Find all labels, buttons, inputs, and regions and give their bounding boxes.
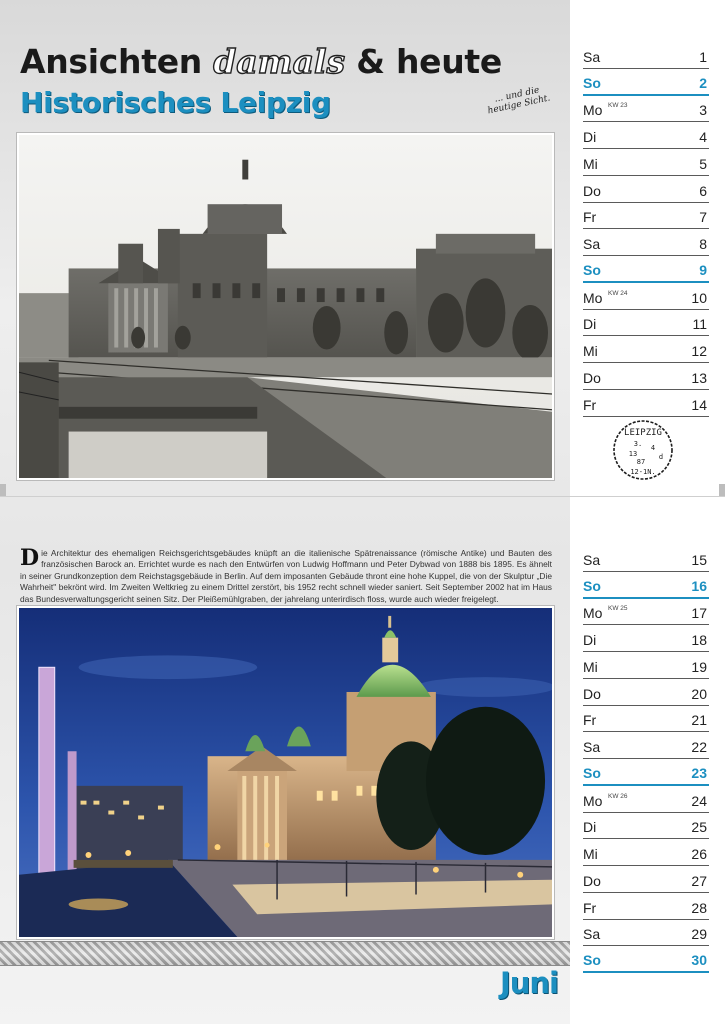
page-subtitle: Historisches Leipzig (20, 86, 331, 119)
day-number: 22 (691, 739, 707, 755)
ornamental-border (0, 941, 570, 966)
day-number: 9 (699, 261, 707, 278)
postmark-stamp (611, 418, 675, 482)
day-number: 14 (691, 396, 707, 413)
weekday-label: Mi (583, 846, 598, 862)
day-number: 13 (691, 369, 707, 386)
calendar-day-row (583, 176, 709, 203)
modern-photo-image (19, 608, 552, 937)
description-dropcap: D (20, 545, 40, 571)
postmark-line2: 4 (650, 444, 656, 452)
day-number: 25 (691, 819, 707, 836)
weekday-label: Mi (583, 155, 598, 172)
day-number: 6 (699, 182, 707, 199)
day-number: 8 (699, 236, 707, 252)
calendar-day-row (583, 679, 709, 706)
postmark-line6: 12-1N. (630, 468, 656, 476)
postmark-line5: 87 (636, 458, 646, 466)
day-number: 23 (691, 764, 707, 781)
day-number: 4 (699, 129, 707, 145)
week-number: KW 23 (608, 102, 628, 110)
day-number: 29 (691, 926, 707, 943)
day-number: 11 (692, 316, 707, 333)
day-number: 16 (691, 577, 707, 594)
day-number: 19 (691, 658, 707, 675)
weekday-label: So (583, 577, 601, 594)
calendar-day-row (583, 572, 709, 599)
calendar-day-row (583, 920, 709, 947)
calendar-day-row (583, 42, 709, 69)
calendar-list-top (583, 42, 709, 417)
calendar-day-row (583, 69, 709, 96)
postmark-line1: 3. (633, 440, 643, 448)
calendar-day-row (583, 256, 709, 283)
day-number: 2 (699, 74, 707, 91)
weekday-label: Mo (583, 605, 603, 622)
calendar-day-row (583, 599, 709, 626)
weekday-label: Sa (583, 551, 601, 568)
weekday-label: Do (583, 369, 601, 386)
calendar-day-row (583, 283, 709, 310)
week-number: KW 25 (608, 605, 628, 613)
weekday-label: Fr (583, 396, 597, 413)
postmark-line4: d (658, 453, 664, 461)
weekday-label: Do (583, 685, 601, 702)
weekday-label: Mi (583, 658, 598, 675)
title-part-2: damals (213, 42, 346, 81)
calendar-day-row (583, 149, 709, 176)
weekday-label: Do (583, 182, 601, 199)
description-text (20, 545, 552, 606)
weekday-label: Di (583, 819, 597, 836)
day-number: 20 (691, 685, 707, 702)
title-part-3: & heute (356, 42, 502, 81)
calendar-day-row (583, 732, 709, 759)
day-number: 17 (691, 605, 707, 622)
weekday-label: Fr (583, 209, 597, 226)
weekday-label: Mo (583, 792, 603, 809)
calendar-day-row (583, 946, 709, 973)
day-number: 30 (691, 952, 707, 968)
calendar-day-row (583, 229, 709, 256)
calendar-day-row (583, 625, 709, 652)
title-part-1: Ansichten (20, 42, 202, 81)
day-number: 28 (691, 899, 707, 916)
weekday-label: Do (583, 872, 601, 889)
weekday-label: Di (583, 316, 597, 333)
calendar-day-row (583, 122, 709, 149)
calendar-day-row (583, 786, 709, 813)
calendar-day-row (583, 545, 709, 572)
day-number: 21 (691, 712, 707, 729)
calendar-list-bottom (583, 545, 709, 973)
weekday-label: Sa (583, 739, 601, 755)
calendar-day-row (583, 652, 709, 679)
weekday-label: Fr (583, 712, 597, 729)
calendar-day-row (583, 203, 709, 230)
weekday-label: So (583, 952, 601, 968)
fold-line (0, 496, 725, 497)
weekday-label: Di (583, 632, 597, 648)
day-number: 3 (699, 102, 707, 119)
historic-photo-image (19, 135, 552, 478)
fold-mark-left (0, 484, 6, 496)
day-number: 5 (699, 155, 707, 172)
day-number: 26 (691, 846, 707, 862)
day-number: 18 (691, 632, 707, 648)
calendar-day-row (583, 813, 709, 840)
fold-mark-right (719, 484, 725, 496)
weekday-label: Sa (583, 48, 601, 65)
day-number: 27 (691, 872, 707, 889)
calendar-day-row (583, 363, 709, 390)
week-number: KW 26 (608, 792, 628, 800)
weekday-label: Di (583, 129, 597, 145)
day-number: 1 (699, 48, 707, 65)
calendar-day-row (583, 390, 709, 417)
calendar-day-row (583, 866, 709, 893)
description-body: ie Architektur des ehemaligen Reichsgerichtsgebäudes knüpft an die italienische Spätrenaissance (römische Antike) und Bauten des französischen Barock an. Errichtet wurde es nach den Entwürfen von Ludwig Hoffmann und Peter Dybwad von 1888 bis 1895. Es ähnelt in seiner Grundkonzeption dem Reichstagsgebäude in Berlin. Auf dem imposanten Gebäude thront eine hohe Kuppel, die von der Skulptur „Die Wahrheit" bekrönt wird. Im Zweiten Weltkrieg zu einem Drittel zerstört, bis 1952 recht schnell wieder saniert. Seit September 2002 hat im Haus das Bundesverwaltungsgericht seinen Sitz. Der Pleißemühlgraben, der jahrelang unterirdisch floss, wurde auch wieder freigelegt. (20, 548, 552, 604)
weekday-label: So (583, 764, 601, 781)
week-number: KW 24 (608, 289, 628, 297)
calendar-day-row (583, 96, 709, 123)
calendar-day-row (583, 706, 709, 733)
modern-photo (17, 606, 554, 939)
day-number: 24 (691, 792, 707, 809)
calendar-day-row (583, 310, 709, 337)
day-number: 12 (691, 343, 707, 359)
weekday-label: Mo (583, 289, 603, 306)
postmark-city: LEIPZIG (624, 428, 662, 438)
day-number: 7 (699, 209, 707, 226)
weekday-label: Sa (583, 236, 601, 252)
weekday-label: Mi (583, 343, 598, 359)
day-number: 10 (691, 289, 707, 306)
tagline: ... und die heutige Sicht. (486, 85, 552, 117)
calendar-day-row (583, 336, 709, 363)
postmark-line3: 13 (628, 450, 638, 458)
calendar-day-row (583, 759, 709, 786)
calendar-day-row (583, 839, 709, 866)
calendar-day-row (583, 893, 709, 920)
historic-photo (17, 133, 554, 480)
day-number: 15 (691, 551, 707, 568)
weekday-label: Sa (583, 926, 601, 943)
weekday-label: So (583, 74, 601, 91)
weekday-label: Mo (583, 102, 603, 119)
month-label: Juni (499, 966, 558, 1000)
weekday-label: So (583, 261, 601, 278)
page-title (20, 42, 540, 86)
weekday-label: Fr (583, 899, 597, 916)
